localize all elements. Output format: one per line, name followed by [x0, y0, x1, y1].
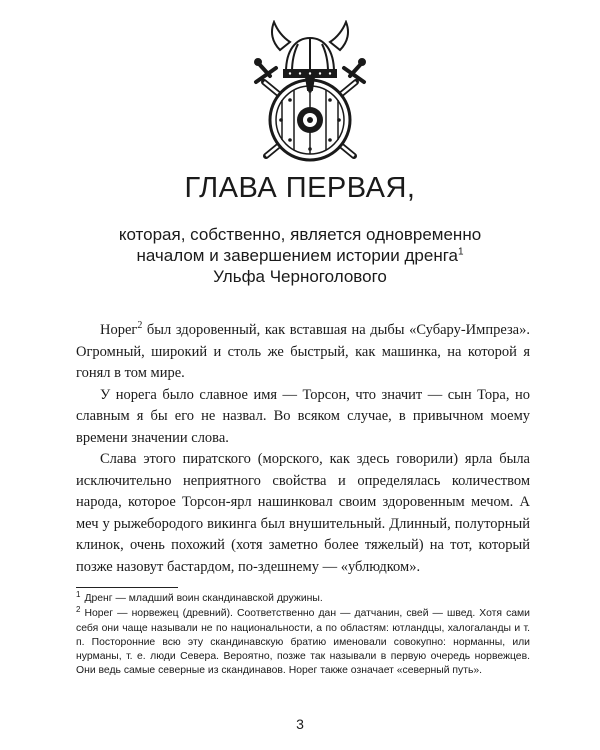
footnote-ref: 2: [137, 320, 143, 332]
chapter-title: ГЛАВА ПЕРВАЯ,: [184, 172, 416, 204]
footnote-text: Норег — норвежец (древний). Соответственно дан — датчанин, свей — швед. Хотя сами себя они чаще называли не по национальности, а по областям: ютландцы, халогаланды и т. п. Посторонние всю эту скандинавскую братию именовали совокупно: норманны, или нурманы, т. е. люди Севера. Вероятно, позже так называли в первую очередь норвежцев. Они ведь самые северные из скандинавов. Норег также означает «северный путь».: [76, 608, 530, 677]
paragraph-text: был здоровенный, как вставшая на дыбы «Субару-Импреза». Огромный, широкий и столь же быстрый, как машинка, на которой я гонял в том мире.: [76, 322, 530, 381]
chapter-subtitle: [60, 224, 540, 287]
footnote-number: 1: [76, 589, 81, 599]
page-number: 3: [296, 716, 304, 732]
subtitle-line-text: началом и завершением истории дренга: [136, 246, 458, 265]
subtitle-line: которая, собственно, является одновременно: [118, 225, 482, 244]
footnote: [76, 589, 530, 606]
footnote-ref: 1: [457, 246, 464, 258]
footnote-text: Дренг — младший воин скандинавской дружины.: [84, 593, 323, 604]
subtitle-line: Ульфа Черноголового: [213, 267, 387, 286]
viking-helmet-icon: [272, 22, 348, 90]
viking-emblem-icon: [250, 20, 370, 168]
footnote: [76, 604, 530, 678]
body-text: [76, 320, 530, 578]
round-shield-icon: [270, 80, 350, 160]
subtitle-line: [60, 245, 540, 266]
paragraph-text: Норег: [100, 322, 138, 338]
paragraph: У норега было славное имя — Торсон, что значит — сын Тора, но славным я бы его не назвал. Во всяком случае, в привычном моему времени значении слова.: [76, 386, 530, 446]
footnote-number: 2: [76, 604, 81, 614]
paragraph: [76, 320, 530, 385]
footnotes: [76, 589, 530, 680]
paragraph: Слава этого пиратского (морского, как здесь говорили) ярла была исключительно неприятного свойства и определялась количеством народа, которое Торсон-ярл нашинковал своим здоровенным мечом. А меч у рыжебородого викинга был внушительный. Длинный, полуторный клинок, очень похожий (хотя заметно более тяжелый) на тот, который позже назовут бастардом, по-здешнему — «ублюдком».: [76, 451, 530, 575]
footnote-divider: [76, 587, 178, 588]
